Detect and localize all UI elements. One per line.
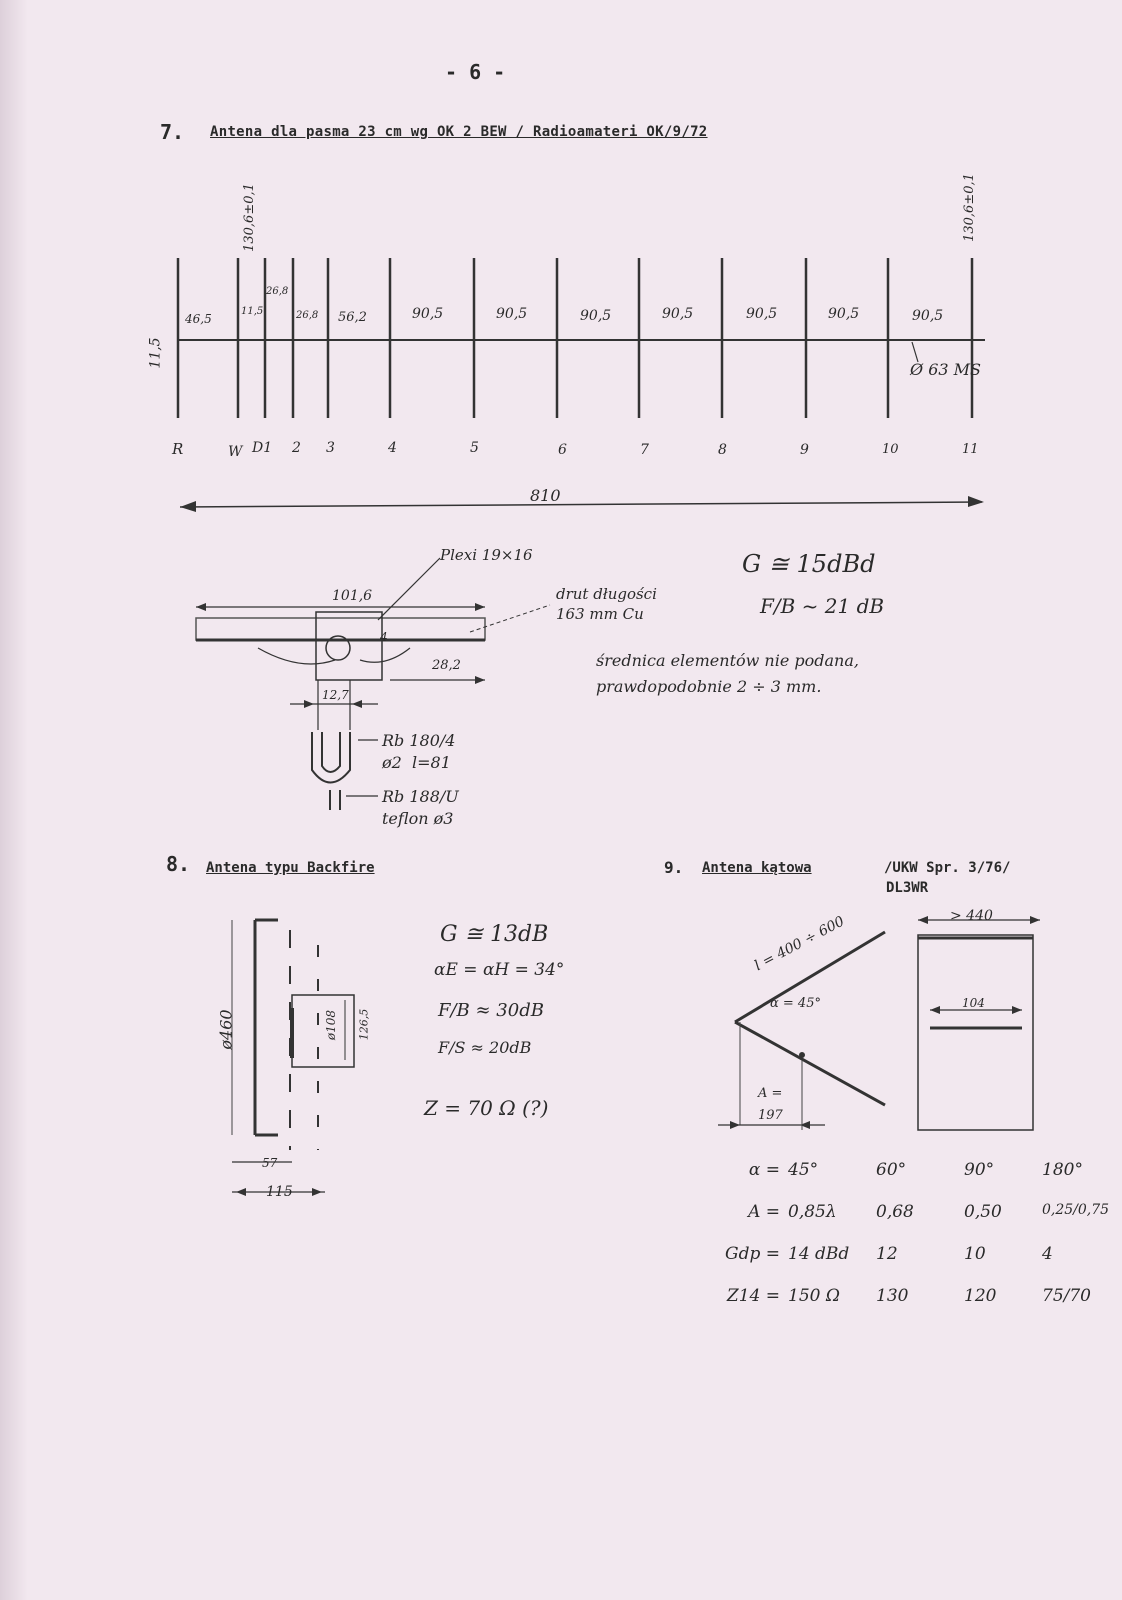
element-label: 3 [326,440,335,456]
element-label: D1 [252,440,273,456]
section7-title: Antena dla pasma 23 cm wg OK 2 BEW / Radioamateri OK/9/72 [210,124,708,140]
table-cell: 75/70 [1042,1286,1091,1306]
detail-gap-small: 4 [380,630,388,644]
section8-alpha: αE = αH = 34° [434,960,565,980]
corner-inner: 104 [962,996,985,1010]
element-label: 10 [882,442,899,457]
element-label: W [228,444,243,460]
detail-rb2-text: Rb 188/U teflon ø3 [382,787,459,828]
corner-width: > 440 [950,908,993,924]
table-cell: 120 [964,1286,997,1306]
table-cell: 60° [876,1160,907,1180]
corner-table-row [700,1202,1122,1244]
element-label: 9 [800,442,809,458]
table-row-label: α = [748,1160,780,1180]
detail-width: 101,6 [332,588,373,604]
spacing-label: 11,5 [241,306,264,317]
corner-table [700,1160,1122,1328]
element-label: 11 [962,442,979,457]
corner-angle: α = 45° [770,996,821,1011]
spacing-label: 90,5 [580,308,612,324]
corner-table-row [700,1244,1122,1286]
detail-plexi: Plexi 19×16 [440,546,533,564]
table-cell: 0,50 [964,1202,1002,1222]
spacing-label: 90,5 [662,306,694,322]
spacing-label: 26,8 [296,310,319,321]
section8-gain: G ≅ 13dB [440,922,549,947]
spacing-label: 90,5 [746,306,778,322]
section7-note-text: średnica elementów nie podana, prawdopodobnie 2 ÷ 3 mm. [596,651,859,696]
table-cell: 12 [876,1244,898,1264]
backfire-dim-57: 57 [262,1156,278,1170]
side-label: 11,5 [147,337,164,369]
element-length-label: Ø 63 MS [910,360,981,379]
top-label-left: 130,6±0,1 [241,183,257,252]
table-cell: 45° [788,1160,819,1180]
spacing-label: 46,5 [185,312,212,326]
corner-table-row [700,1286,1122,1328]
corner-a-label: A = [758,1086,783,1101]
detail-wire-text: drut długości 163 mm Cu [556,585,657,623]
spacing-label: 26,8 [266,286,289,297]
spacing-label: 56,2 [338,310,367,325]
section9-number: 9. [664,858,684,877]
table-cell: 90° [964,1160,995,1180]
corner-length: l = 400 ÷ 600 [752,913,848,975]
element-label: 6 [558,442,567,458]
table-cell: 0,25/0,75 [1042,1202,1110,1218]
spacing-label: 90,5 [496,306,528,322]
backfire-dim-small: ø108 [324,1009,339,1041]
table-cell: 0,85λ [788,1202,837,1222]
section9-ref2: DL3WR [886,880,929,896]
section7-fb: F/B ~ 21 dB [760,594,885,618]
backfire-dim-large: ø460 [216,1009,236,1050]
corner-a-value: 197 [758,1108,783,1123]
corner-table-row [700,1160,1122,1202]
section9-title: Antena kątowa [702,860,812,876]
element-label: 4 [388,440,397,456]
table-cell: 4 [1042,1244,1053,1264]
top-label-right: 130,6±0,1 [961,173,977,242]
table-cell: 10 [964,1244,986,1264]
total-length-label: 810 [530,486,561,505]
section8-fb: F/B ≈ 30dB [438,1000,544,1021]
backfire-dim-115: 115 [266,1184,293,1200]
detail-rb1-text: Rb 180/4 ø2 l=81 [382,731,456,772]
table-cell: 150 Ω [788,1286,840,1306]
section8-number: 8. [166,852,191,876]
element-label: 7 [640,442,649,458]
section9-ref: /UKW Spr. 3/76/ [884,860,1011,876]
section7-number: 7. [160,120,185,144]
detail-gap: 12,7 [322,688,349,702]
detail-segment: 28,2 [432,658,461,673]
element-label: 2 [292,440,301,456]
section8-z: Z = 70 Ω (?) [424,1096,549,1120]
element-label: 8 [718,442,727,458]
spacing-label: 90,5 [828,306,860,322]
element-label: 5 [470,440,479,456]
section7-gain: G ≅ 15dBd [742,550,876,578]
table-cell: 0,68 [876,1202,914,1222]
page-number: - 6 - [445,60,506,84]
table-cell: 180° [1042,1160,1083,1180]
table-row-label: Z14 = [726,1286,780,1306]
element-label: R [172,440,184,458]
section8-fs: F/S ≈ 20dB [438,1038,532,1057]
table-cell: 130 [876,1286,909,1306]
backfire-dim-small-height: 126,5 [357,1008,371,1041]
table-row-label: A = [748,1202,780,1222]
table-row-label: Gdp = [725,1244,780,1264]
table-cell: 14 dBd [788,1244,850,1264]
spacing-label: 90,5 [412,306,444,322]
section8-title: Antena typu Backfire [206,860,375,876]
spacing-label: 90,5 [912,308,944,324]
